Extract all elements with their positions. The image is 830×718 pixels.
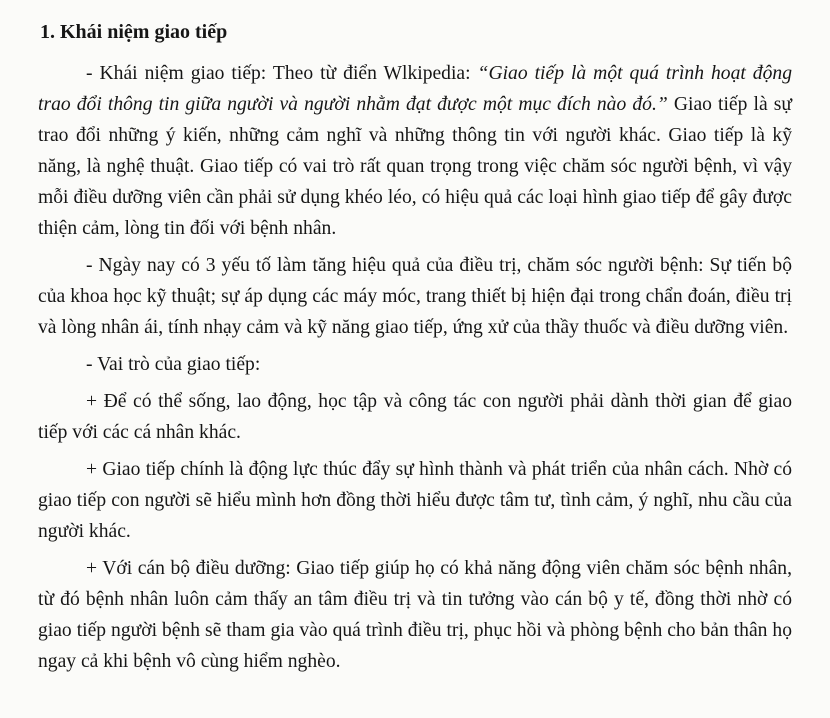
- paragraph-role-2: + Giao tiếp chính là động lực thúc đẩy sự hình thành và phát triển của nhân cách. Nhờ có giao tiếp con người sẽ hiểu mình hơn đồng thời hiểu được tâm tư, tình cảm, ý nghĩ, nhu cầu của người khác.: [38, 459, 792, 542]
- definition-lead: - Khái niệm giao tiếp: Theo từ điển Wlkipedia:: [86, 63, 478, 84]
- section-heading: 1. Khái niệm giao tiếp: [40, 21, 228, 43]
- definition-quote: “Giao tiếp là một quá trình hoạt động trao đổi thông tin giữa người và người nhằm đạt được một mục đích nào đó.”: [38, 63, 792, 115]
- definition-rest: Giao tiếp là sự trao đổi những ý kiến, những cảm nghĩ và những thông tin với người khác. Giao tiếp là kỹ năng, là nghệ thuật. Giao tiếp có vai trò rất quan trọng trong việc chăm sóc người bệnh, vì vậy mỗi điều dưỡng viên cần phải sử dụng khéo léo, có hiệu quả các loại hình giao tiếp để gây được thiện cảm, lòng tin đối với bệnh nhân.: [38, 94, 792, 239]
- paragraph-factors: - Ngày nay có 3 yếu tố làm tăng hiệu quả của điều trị, chăm sóc người bệnh: Sự tiến bộ của khoa học kỹ thuật; sự áp dụng các máy móc, trang thiết bị hiện đại trong chẩn đoán, điều trị và lòng nhân ái, tính nhạy cảm và kỹ năng giao tiếp, ứng xử của thầy thuốc và điều dưỡng viên.: [38, 255, 792, 338]
- paragraph-role-1: + Để có thể sống, lao động, học tập và công tác con người phải dành thời gian để giao tiếp với các cá nhân khác.: [38, 391, 792, 443]
- paragraph-role-3: + Với cán bộ điều dưỡng: Giao tiếp giúp họ có khả năng động viên chăm sóc bệnh nhân, từ đó bệnh nhân luôn cảm thấy an tâm điều trị và tin tưởng vào cán bộ y tế, đồng thời nhờ có giao tiếp người bệnh sẽ tham gia vào quá trình điều trị, phục hồi và phòng bệnh cho bản thân họ ngay cả khi bệnh vô cùng hiểm nghèo.: [38, 558, 792, 672]
- paragraph-roles-heading: - Vai trò của giao tiếp:: [86, 354, 261, 375]
- paragraph-definition: [38, 58, 792, 244]
